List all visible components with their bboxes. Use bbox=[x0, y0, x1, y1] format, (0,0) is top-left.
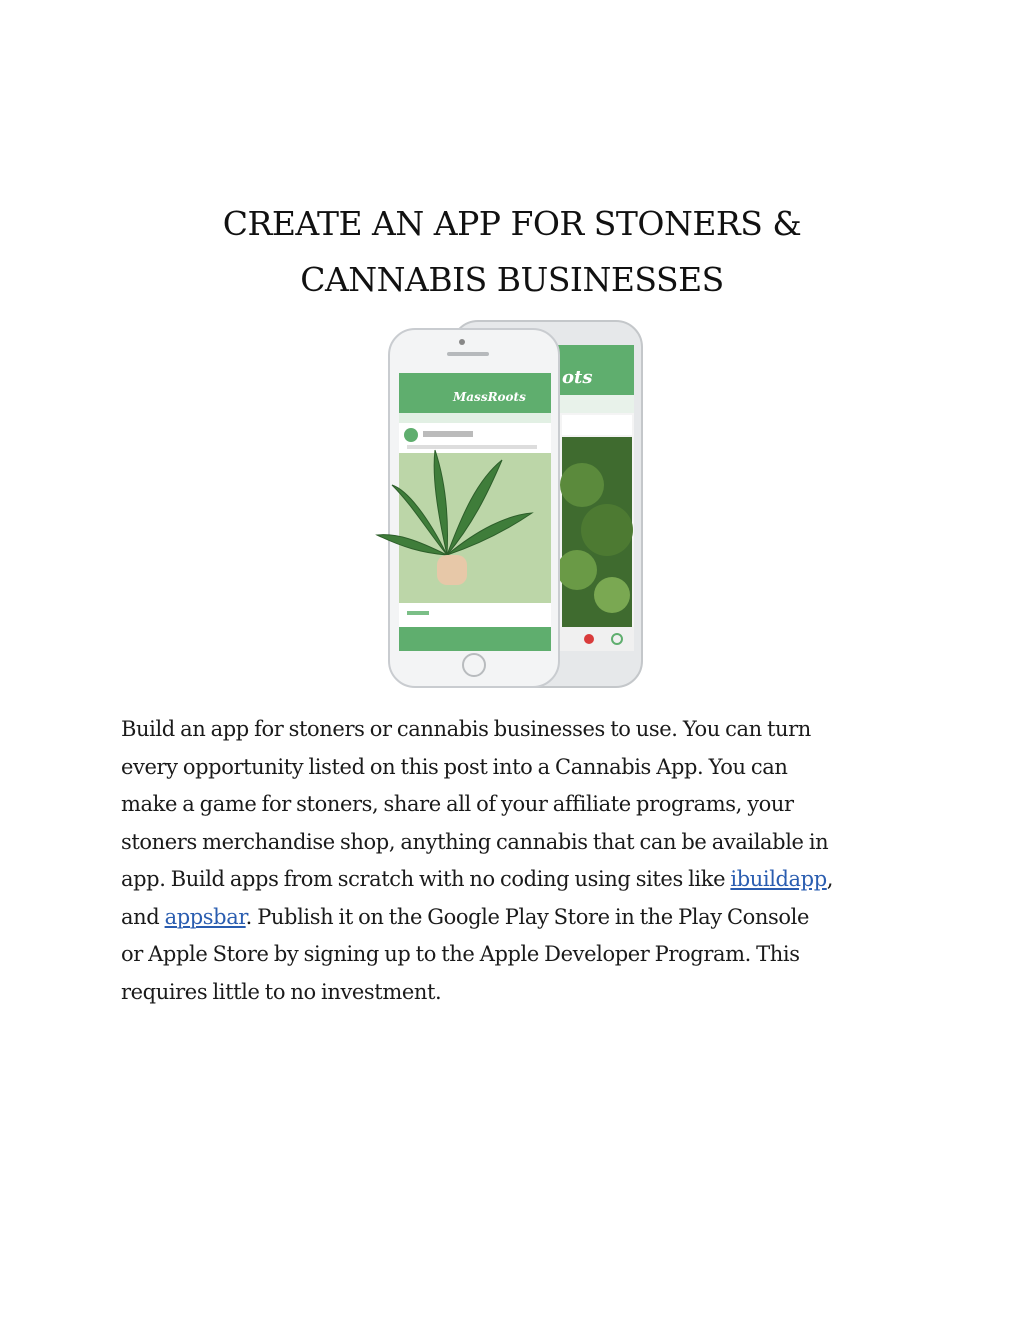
title-line-2: CANNABIS BUSINESSES bbox=[300, 260, 724, 299]
app-logo: MassRoots bbox=[453, 390, 526, 404]
paragraph-line: requires little to no investment. bbox=[121, 979, 442, 1004]
appsbar-link[interactable]: appsbar bbox=[164, 904, 246, 929]
paragraph-text: . Publish it on the Google Play Store in the Play Console bbox=[245, 904, 809, 929]
paragraph-text: , bbox=[826, 867, 834, 891]
body-paragraph bbox=[121, 711, 911, 1011]
paragraph-line bbox=[121, 899, 911, 937]
page-title bbox=[112, 196, 912, 308]
paragraph-line: every opportunity listed on this post into a Cannabis App. You can bbox=[121, 754, 788, 779]
title-line-1: CREATE AN APP FOR STONERS & bbox=[222, 204, 802, 243]
paragraph-line bbox=[121, 861, 911, 899]
back-app-logo: ots bbox=[562, 367, 593, 388]
paragraph-line: Build an app for stoners or cannabis businesses to use. You can turn bbox=[121, 717, 811, 741]
paragraph-line: or Apple Store by signing up to the Apple Developer Program. This bbox=[121, 942, 800, 966]
ibuildapp-link[interactable]: ibuildapp bbox=[730, 867, 827, 891]
paragraph-text: app. Build apps from scratch with no coding using sites like bbox=[121, 867, 731, 891]
paragraph-line: stoners merchandise shop, anything cannabis that can be available in bbox=[121, 829, 829, 854]
paragraph-text: and bbox=[121, 904, 165, 929]
paragraph-line: make a game for stoners, share all of your affiliate programs, your bbox=[121, 792, 794, 816]
front-phone bbox=[377, 329, 559, 687]
phones-app-illustration bbox=[367, 315, 697, 695]
